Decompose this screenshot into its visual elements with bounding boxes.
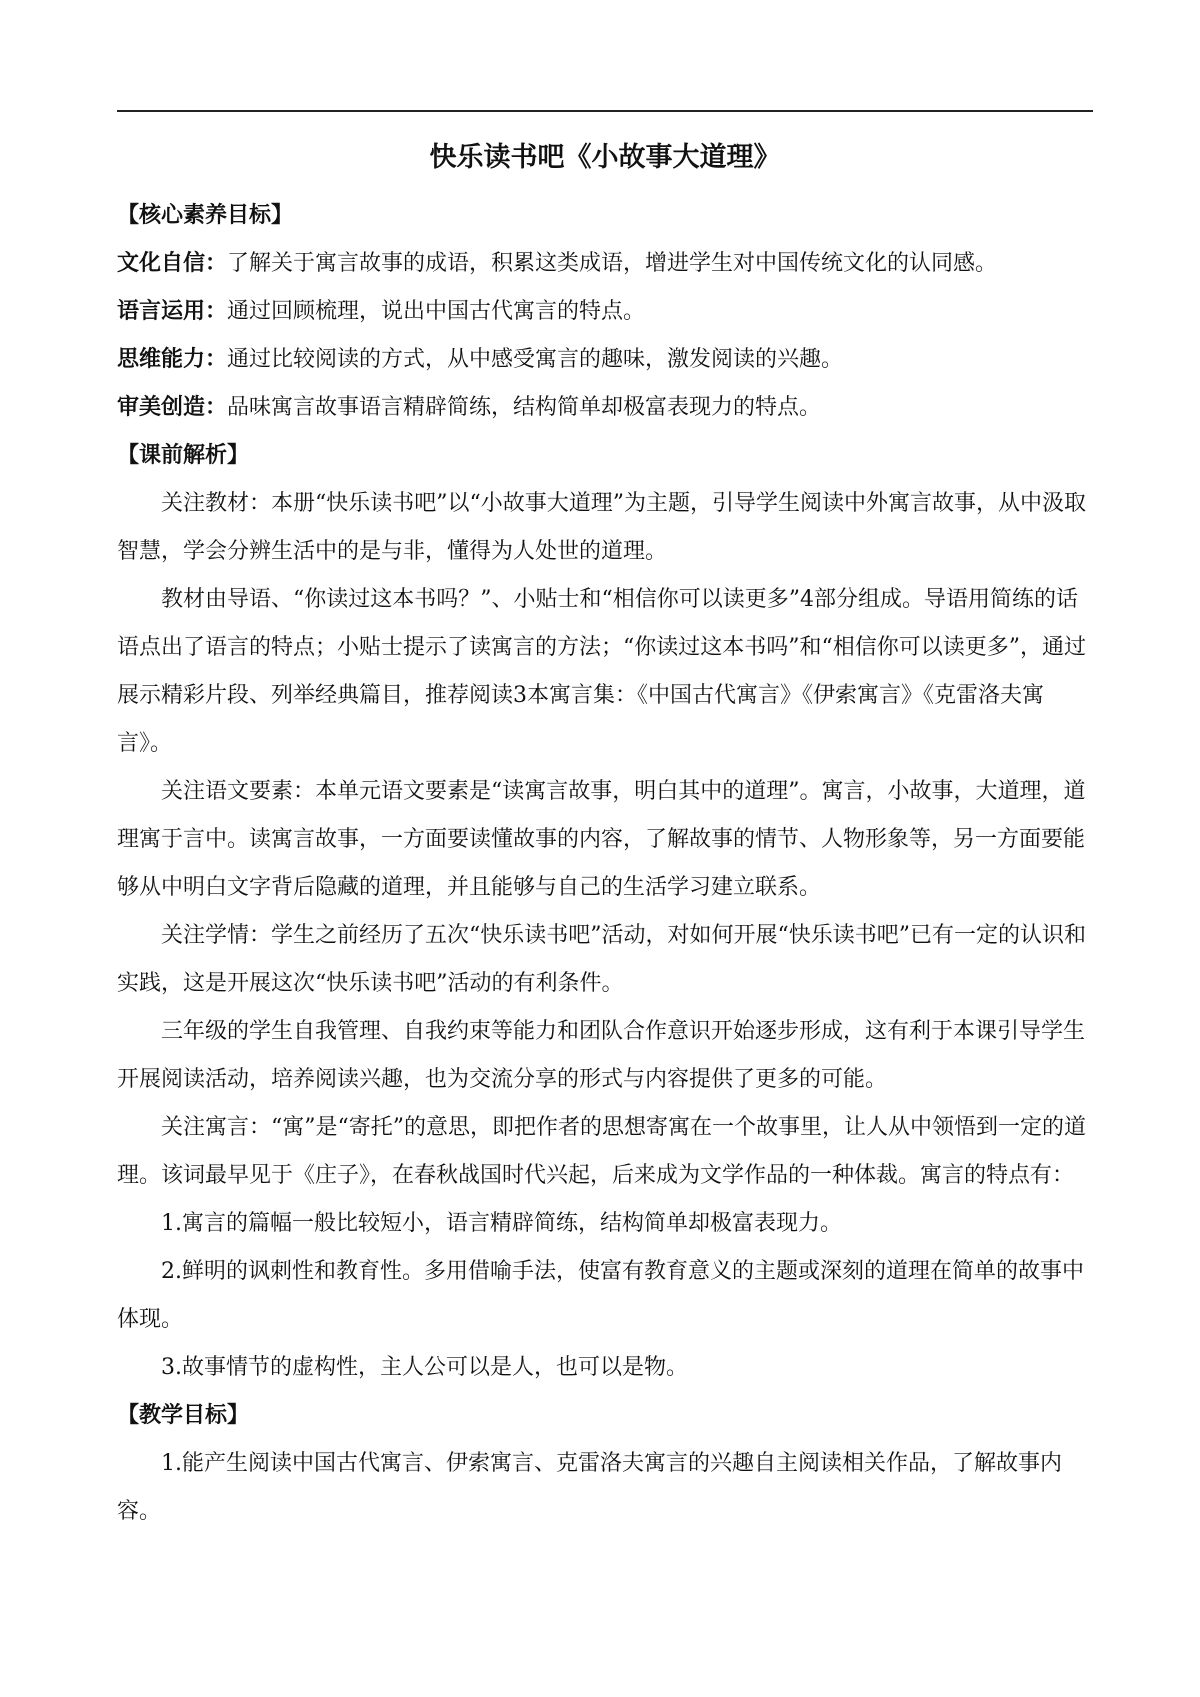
goal-label: 语言运用： [117, 299, 228, 324]
paragraph: 教材由导语、“你读过这本书吗？”、小贴士和“相信你可以读更多”4部分组成。导语用简练的话语点出了语言的特点；小贴士提示了读寓言的方法；“你读过这本书吗”和“相信你可以读更多”，通过展示精彩片段、列举经典篇目，推荐阅读3本寓言集：《中国古代寓言》《伊索寓言》《克雷洛夫寓言》。 [117, 587, 1086, 756]
paragraph: 关注学情：学生之前经历了五次“快乐读书吧”活动，对如何开展“快乐读书吧”已有一定的认识和实践，这是开展这次“快乐读书吧”活动的有利条件。 [117, 923, 1086, 996]
paragraph: 三年级的学生自我管理、自我约束等能力和团队合作意识开始逐步形成，这有利于本课引导学生开展阅读活动，培养阅读兴趣，也为交流分享的形式与内容提供了更多的可能。 [117, 1019, 1086, 1092]
goal-label: 文化自信： [117, 251, 228, 276]
section-heading: 【课前解析】 [117, 443, 250, 468]
document-page [117, 110, 1093, 1536]
section-teaching-goals [117, 1392, 1093, 1536]
goal-text: 通过比较阅读的方式，从中感受寓言的趣味，激发阅读的兴趣。 [227, 347, 844, 372]
goal-text: 了解关于寓言故事的成语，积累这类成语，增进学生对中国传统文化的认同感。 [227, 251, 998, 276]
goal-item [117, 240, 1093, 288]
list-item: 2.鲜明的讽刺性和教育性。多用借喻手法，使富有教育意义的主题或深刻的道理在简单的故事中体现。 [117, 1259, 1084, 1332]
section-heading: 【核心素养目标】 [117, 203, 294, 228]
goal-item [117, 336, 1093, 384]
goal-label: 审美创造： [117, 395, 228, 420]
section-core-goals [117, 192, 1093, 432]
paragraph: 关注寓言：“寓”是“寄托”的意思，即把作者的思想寄寓在一个故事里，让人从中领悟到一定的道理。该词最早见于《庄子》，在春秋战国时代兴起，后来成为文学作品的一种体裁。寓言的特点有： [117, 1115, 1086, 1188]
goal-item [117, 288, 1093, 336]
paragraph: 关注教材：本册“快乐读书吧”以“小故事大道理”为主题，引导学生阅读中外寓言故事，从中汲取智慧，学会分辨生活中的是与非，懂得为人处世的道理。 [117, 491, 1086, 564]
list-item: 1.寓言的篇幅一般比较短小，语言精辟简练，结构简单却极富表现力。 [161, 1211, 842, 1236]
document-title: 快乐读书吧《小故事大道理》 [429, 142, 781, 173]
paragraph: 关注语文要素：本单元语文要素是“读寓言故事，明白其中的道理”。寓言，小故事，大道理，道理寓于言中。读寓言故事，一方面要读懂故事的内容，了解故事的情节、人物形象等，另一方面要能够从中明白文字背后隐藏的道理，并且能够与自己的生活学习建立联系。 [117, 779, 1086, 900]
list-item: 3.故事情节的虚构性，主人公可以是人，也可以是物。 [161, 1355, 688, 1380]
goal-text: 通过回顾梳理，说出中国古代寓言的特点。 [227, 299, 646, 324]
goal-item [117, 384, 1093, 432]
header-rule [117, 110, 1093, 112]
goal-text: 品味寓言故事语言精辟简练，结构简单却极富表现力的特点。 [227, 395, 822, 420]
section-pre-analysis [117, 432, 1093, 1392]
section-heading: 【教学目标】 [117, 1403, 250, 1428]
goal-label: 思维能力： [117, 347, 228, 372]
list-item: 1.能产生阅读中国古代寓言、伊索寓言、克雷洛夫寓言的兴趣自主阅读相关作品，了解故事内容。 [117, 1451, 1062, 1524]
